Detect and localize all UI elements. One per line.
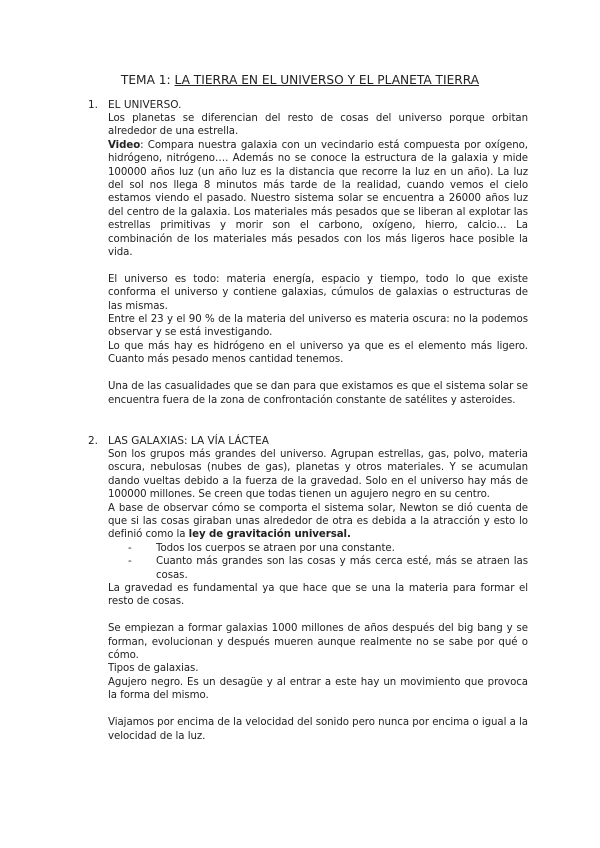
paragraph: Entre el 23 y el 90 % de la materia del universo es materia oscura: no la podemos observar y se está investigando. xyxy=(108,314,528,339)
list-item-text: Todos los cuerpos se atraen por una constante. xyxy=(156,542,395,554)
section-1-body xyxy=(108,112,528,407)
list-item-text: Cuanto más grandes son las cosas y más cerca esté, más se atraen las cosas. xyxy=(156,556,528,581)
paragraph: Se empiezan a formar galaxias 1000 millones de años después del big bang y se forman, evolucionan y después mueren aunque realmente no se sabe por qué o cómo. xyxy=(108,623,528,662)
list-item xyxy=(108,542,528,555)
paragraph: Los planetas se diferencian del resto de cosas del universo porque orbitan alrededor de una estrella. xyxy=(108,113,528,138)
section-1-heading xyxy=(88,98,181,112)
paragraph-video xyxy=(108,139,528,260)
paragraph-newton xyxy=(108,502,528,542)
section-1-number: 1. xyxy=(88,99,99,111)
section-2-body xyxy=(108,448,528,743)
paragraph: El universo es todo: materia energía, espacio y tiempo, todo lo que existe conforma el universo y contiene galaxias, cúmulos de galaxias o estructuras de las mismas. xyxy=(108,273,528,312)
paragraph: Viajamos por encima de la velocidad del sonido pero nunca por encima o igual a la velocidad de la luz. xyxy=(108,717,528,742)
video-text: : Compara nuestra galaxia con un vecindario está compuesta por oxígeno, hidrógeno, nitrógeno…. Además no se conoce la estructura de la galaxia y mide 100000 años luz (un año luz es la distancia que recorre la luz en un año). La luz del sol nos llega 8 minutos más tarde de la realidad, cuando vemos el cielo estamos viendo el pasado. Nuestro sistema solar se encuentra a 26000 años luz del centro de la galaxia. Los materiales más pesados que se liberan al explotar las estrellas primitivas y morir son el carbono, oxígeno, hierro, calcio… La combinación de los materiales más pesados con los más ligeros hace posible la vida. xyxy=(108,139,528,259)
paragraph: Tipos de galaxias. xyxy=(108,663,199,675)
section-2-title: LAS GALAXIAS: LA VÍA LÁCTEA xyxy=(108,435,269,447)
paragraph: Lo que más hay es hidrógeno en el universo ya que es el elemento más ligero. Cuanto más pesado menos cantidad tenemos. xyxy=(108,340,528,366)
page-title xyxy=(0,72,600,88)
title-prefix: TEMA 1: xyxy=(120,73,175,87)
section-2-number: 2. xyxy=(88,435,99,447)
paragraph: Agujero negro. Es un desagüe y al entrar a este hay un movimiento que provoca la forma del mismo. xyxy=(108,676,528,702)
paragraph: Una de las casualidades que se dan para que existamos es que el sistema solar se encuentra fuera de la zona de confrontación constante de satélites y asteroides. xyxy=(108,381,528,406)
newton-text: A base de observar cómo se comporta el sistema solar, Newton se dió cuenta de que si las cosas giraban unas alrededor de otra es debida a la atracción y esto lo definió como la xyxy=(108,502,528,541)
law-name: ley de gravitación universal. xyxy=(188,529,351,541)
video-label: Video xyxy=(108,139,141,151)
section-2-heading xyxy=(88,434,269,448)
section-1-title: EL UNIVERSO. xyxy=(108,99,182,111)
paragraph: Son los grupos más grandes del universo. Agrupan estrellas, gas, polvo, materia oscura, nebulosas (nubes de gas), planetas y otros materiales. Y se acumulan dando vueltas debido a la fuerza de la gravedad. Solo en el universo hay más de 100000 millones. Se creen que todas tienen un agujero negro en su centro. xyxy=(108,449,528,501)
paragraph: La gravedad es fundamental ya que hace que se una la materia para formar el resto de cosas. xyxy=(108,583,528,608)
bullet-dash: - xyxy=(128,556,132,568)
title-underlined: LA TIERRA EN EL UNIVERSO Y EL PLANETA TIERRA xyxy=(174,73,480,87)
bullet-dash: - xyxy=(128,542,132,554)
list-item xyxy=(108,555,528,582)
